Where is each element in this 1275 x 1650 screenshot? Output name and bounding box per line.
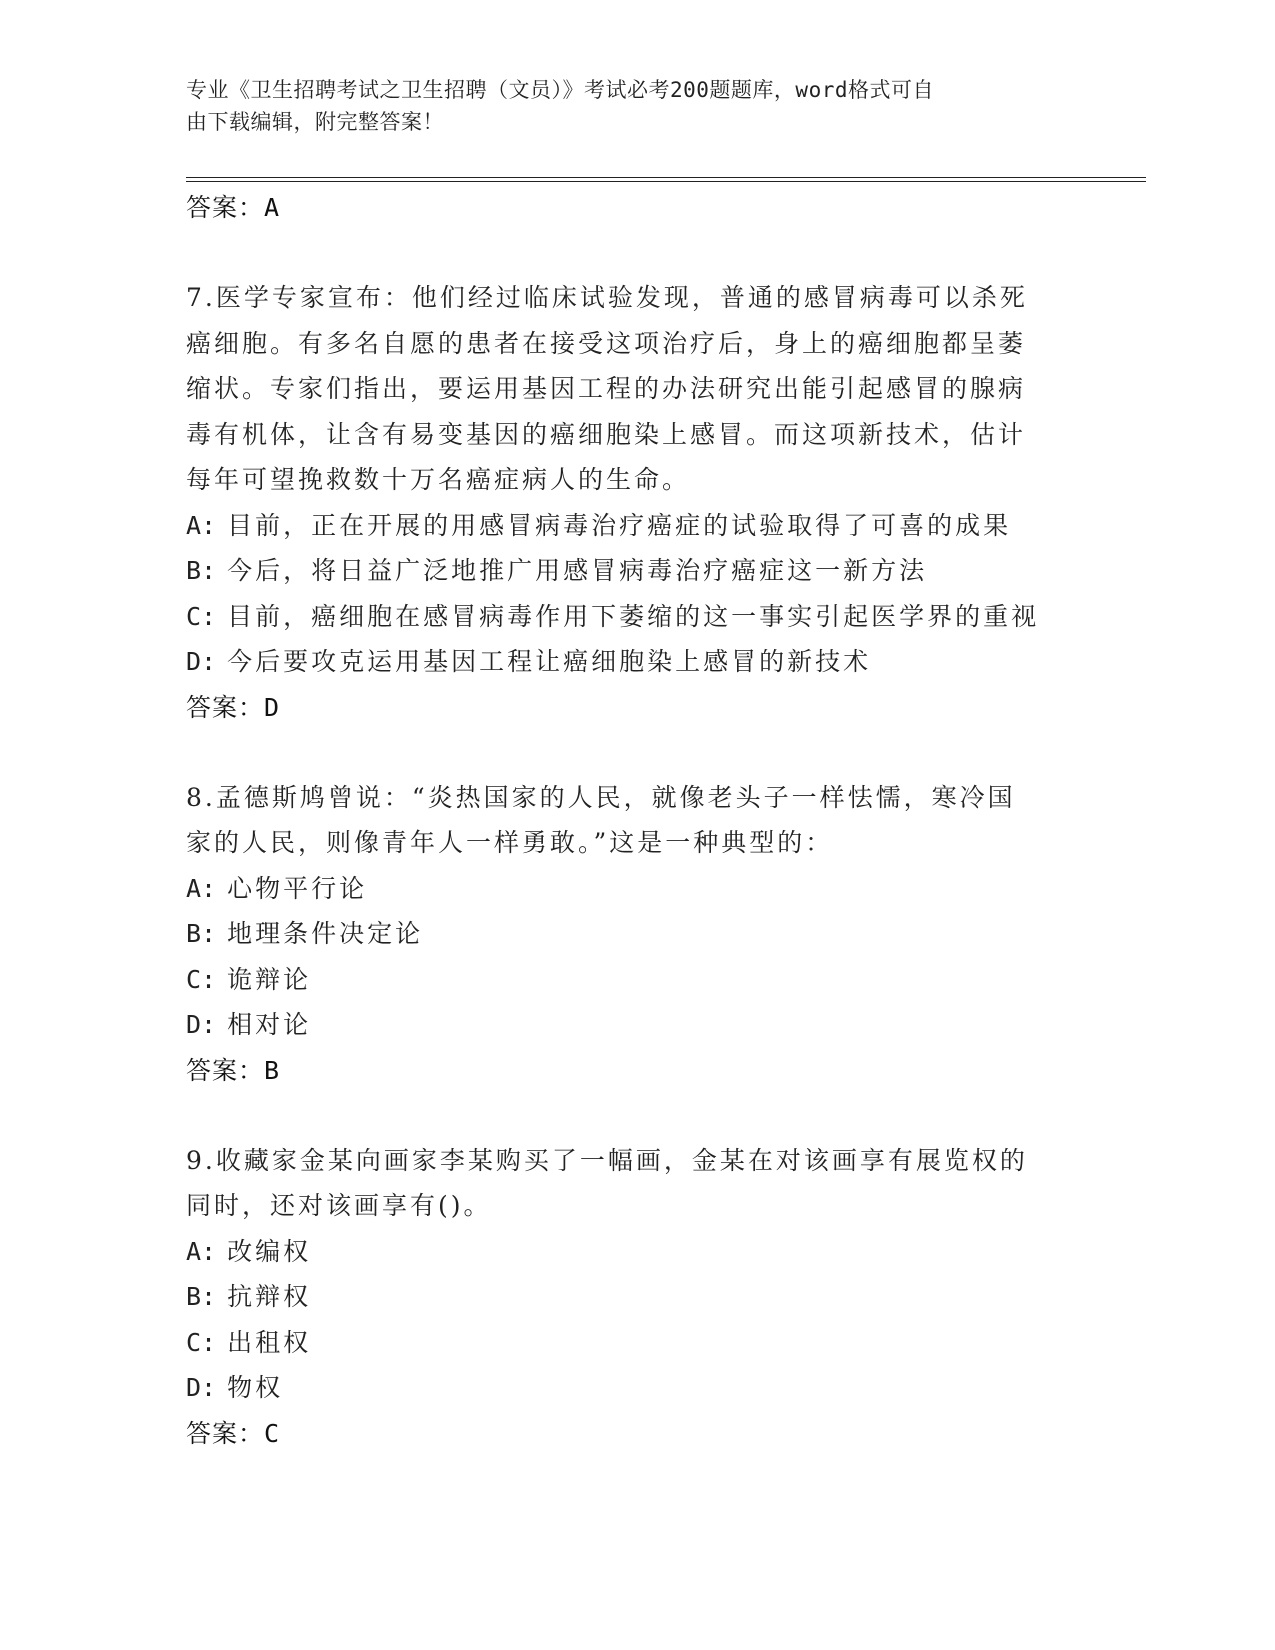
question-line: 毒有机体，让含有易变基因的癌细胞染上感冒。而这项新技术，估计 <box>186 419 1027 449</box>
option-text: 抗辩权 <box>227 1282 312 1311</box>
answer-label: 答案： <box>186 692 265 722</box>
answer-label: 答案： <box>186 193 265 222</box>
answer-value: D <box>264 692 281 722</box>
question-line: 家的人民，则像青年人一样勇敢。”这是一种典型的： <box>186 828 834 857</box>
question-list <box>186 185 1086 1457</box>
option-key: B: <box>186 919 217 948</box>
option-text: 诡辩论 <box>227 964 312 994</box>
header-line-2: 由下载编辑，附完整答案！ <box>186 110 444 134</box>
option-b <box>186 911 1086 957</box>
question-line: 缩状。专家们指出，要运用基因工程的办法研究出能引起感冒的腺病 <box>186 374 1027 403</box>
option-text: 目前，正在开展的用感冒病毒治疗癌症的试验取得了可喜的成果 <box>227 510 1012 540</box>
option-d <box>186 639 1086 685</box>
option-a <box>186 503 1086 549</box>
option-text: 物权 <box>227 1373 284 1402</box>
option-text: 心物平行论 <box>227 873 368 903</box>
question-7 <box>186 275 1086 731</box>
question-9 <box>186 1138 1086 1457</box>
option-key: D: <box>186 1010 217 1039</box>
option-c <box>186 1320 1086 1366</box>
option-c <box>186 957 1086 1003</box>
option-key: C: <box>186 601 217 631</box>
answer-value: A <box>264 193 281 222</box>
answer-line <box>186 1411 1086 1457</box>
option-text: 相对论 <box>227 1010 312 1039</box>
answer-label: 答案： <box>186 1418 265 1448</box>
option-text: 改编权 <box>227 1236 312 1266</box>
question-line: 癌细胞。有多名自愿的患者在接受这项治疗后，身上的癌细胞都呈萎 <box>186 328 1027 358</box>
option-key: D: <box>186 1373 217 1402</box>
option-text: 目前，癌细胞在感冒病毒作用下萎缩的这一事实引起医学界的重视 <box>227 601 1040 631</box>
header-line-1: 专业《卫生招聘考试之卫生招聘（文员）》考试必考200题题库，word格式可自 <box>186 78 934 102</box>
option-d <box>186 1365 1086 1411</box>
option-key: A: <box>186 510 217 540</box>
answer-value: B <box>264 1055 281 1085</box>
option-key: A: <box>186 1236 217 1266</box>
question-line: 9.收藏家金某向画家李某购买了一幅画，金某在对该画享有展览权的 <box>186 1145 1028 1175</box>
answer-line <box>186 685 1086 731</box>
answer-line <box>186 185 1086 231</box>
question-line: 7.医学专家宣布：他们经过临床试验发现，普通的感冒病毒可以杀死 <box>186 283 1028 312</box>
option-key: A: <box>186 873 217 903</box>
header-divider-top <box>186 177 1146 178</box>
option-b <box>186 1274 1086 1320</box>
option-b <box>186 548 1086 594</box>
question-line: 同时，还对该画享有()。 <box>186 1191 492 1220</box>
option-d <box>186 1002 1086 1048</box>
question-line: 8.孟德斯鸠曾说：“炎热国家的人民，就像老头子一样怯懦，寒冷国 <box>186 782 1016 812</box>
option-key: C: <box>186 1327 217 1357</box>
answer-line <box>186 1048 1086 1094</box>
option-key: C: <box>186 964 217 994</box>
answer-label: 答案： <box>186 1055 265 1085</box>
option-text: 出租权 <box>227 1327 312 1357</box>
option-a <box>186 1229 1086 1275</box>
option-c <box>186 594 1086 640</box>
question-8 <box>186 775 1086 1094</box>
option-key: D: <box>186 647 217 676</box>
option-text: 今后，将日益广泛地推广用感冒病毒治疗癌症这一新方法 <box>227 556 928 585</box>
header-divider-bottom <box>186 181 1146 182</box>
question-line: 每年可望挽救数十万名癌症病人的生命。 <box>186 465 691 494</box>
option-text: 今后要攻克运用基因工程让癌细胞染上感冒的新技术 <box>227 647 872 676</box>
option-text: 地理条件决定论 <box>227 919 424 948</box>
answer-value: C <box>264 1418 281 1448</box>
option-key: B: <box>186 556 217 585</box>
option-key: B: <box>186 1282 217 1311</box>
document-header <box>186 74 1066 138</box>
option-a <box>186 866 1086 912</box>
